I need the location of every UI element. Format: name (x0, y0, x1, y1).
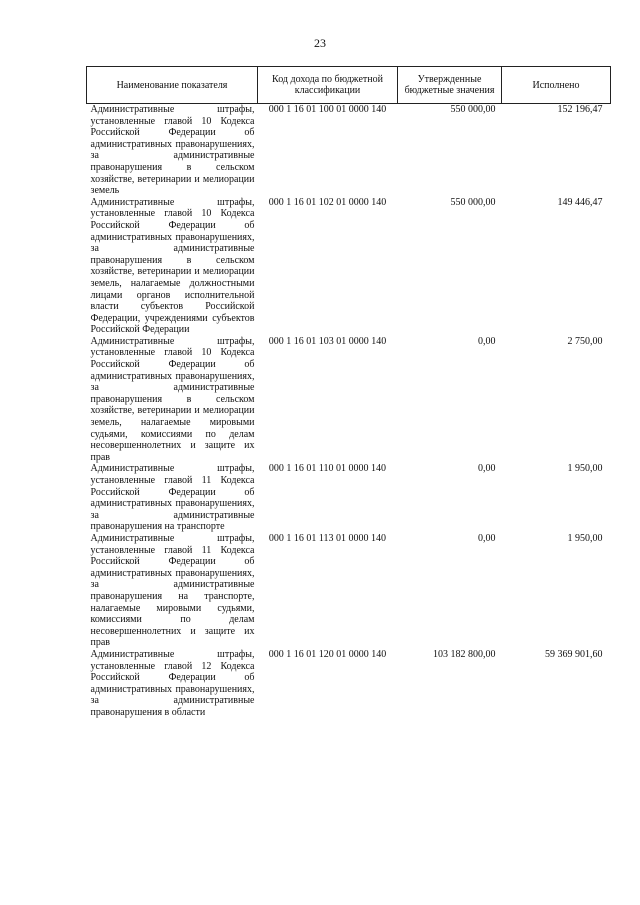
approved-value: 0,00 (478, 335, 496, 347)
approved-value: 550 000,00 (450, 196, 496, 208)
table-row (87, 104, 611, 197)
indicator-name: Административные штрафы, установленные главой 10 Кодекса Российской Федерации об административных правонарушениях, за административные правонарушения в сельском хозяйстве, ветеринарии и мелиорации земель (90, 104, 255, 197)
executed-value: 59 369 901,60 (545, 648, 603, 660)
page-number: 23 (314, 36, 326, 50)
indicator-name: Административные штрафы, установленные главой 11 Кодекса Российской Федерации об административных правонарушениях, за административные правонарушения на транспорте (90, 463, 255, 533)
header-indicator-name: Наименование показателя (87, 67, 258, 104)
revenue-code: 000 1 16 01 100 01 0000 140 (268, 104, 387, 115)
table-row (87, 533, 611, 649)
executed-value: 1 950,00 (567, 463, 603, 475)
revenue-code: 000 1 16 01 110 01 0000 140 (268, 463, 387, 475)
table-header-row (87, 67, 611, 104)
revenue-code: 000 1 16 01 102 01 0000 140 (268, 196, 387, 208)
approved-value: 0,00 (478, 532, 496, 544)
revenue-code: 000 1 16 01 113 01 0000 140 (268, 532, 387, 544)
executed-value: 1 950,00 (567, 532, 603, 544)
indicator-name: Административные штрафы, установленные главой 10 Кодекса Российской Федерации об административных правонарушениях, за административные правонарушения в сельском хозяйстве, ветеринарии и мелиорации земель, налагаемые мировыми судьями, комиссиями по делам несовершеннолетних и защите их прав (90, 335, 255, 463)
revenue-code: 000 1 16 01 120 01 0000 140 (268, 648, 387, 660)
table-row (87, 336, 611, 464)
header-approved-budget: Утвержденные бюджетные значения (398, 67, 502, 104)
table-row (87, 463, 611, 533)
header-executed: Исполнено (502, 67, 611, 104)
executed-value: 2 750,00 (567, 335, 603, 347)
approved-value: 103 182 800,00 (433, 648, 496, 660)
executed-value: 149 446,47 (557, 196, 603, 208)
header-revenue-code: Код дохода по бюджетной классификации (258, 67, 398, 104)
table-row (87, 197, 611, 336)
revenue-code: 000 1 16 01 103 01 0000 140 (268, 335, 387, 347)
revenue-table (86, 66, 611, 718)
executed-value: 152 196,47 (557, 104, 603, 115)
indicator-name: Административные штрафы, установленные главой 11 Кодекса Российской Федерации об административных правонарушениях, за административные правонарушения на транспорте, налагаемые мировыми судьями, комиссиями по делам несовершеннолетних и защите их прав (90, 532, 255, 649)
approved-value: 0,00 (478, 463, 496, 475)
indicator-name: Административные штрафы, установленные главой 10 Кодекса Российской Федерации об административных правонарушениях, за административные правонарушения в сельском хозяйстве, ветеринарии и мелиорации земель, налагаемые должностными лицами органов исполнительной власти субъектов Российской Федерации, учреждениями субъектов Российской Федерации (90, 196, 255, 336)
table-row (87, 649, 611, 719)
indicator-name: Административные штрафы, установленные главой 12 Кодекса Российской Федерации об административных правонарушениях, за административные правонарушения в области (90, 648, 255, 718)
approved-value: 550 000,00 (450, 104, 496, 115)
